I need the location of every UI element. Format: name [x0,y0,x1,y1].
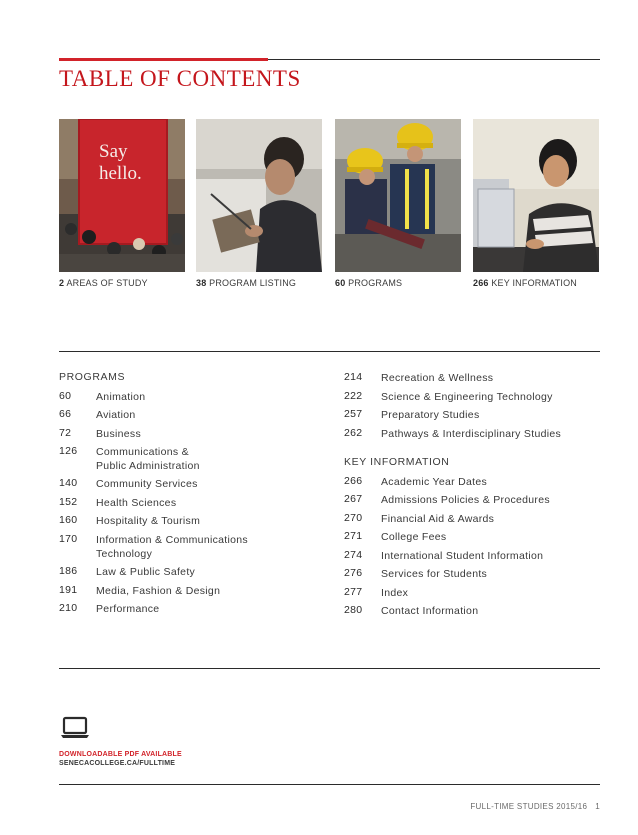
toc-page-number: 191 [59,584,78,596]
toc-page-number: 72 [59,427,72,439]
toc-label: Media, Fashion & Design [96,585,221,597]
caption-page-number: 2 [59,278,65,288]
section-heading-programs: PROGRAMS [59,371,126,383]
toc-page-number: 274 [344,549,363,561]
photo-key-information [473,119,599,272]
laptop-icon [60,716,90,740]
banner-text-line1: Say [99,141,128,162]
toc-label: College Fees [381,531,447,543]
caption-page-number: 60 [335,278,346,288]
banner-text-line2: hello. [99,163,142,184]
toc-label: Aviation [96,409,136,421]
title-accent-bar [59,58,268,61]
toc-page-number: 270 [344,512,363,524]
toc-label: Community Services [96,478,198,490]
toc-label: Information & Communications [96,534,248,546]
toc-page-number: 160 [59,514,78,526]
contents-bottom-rule [59,668,600,669]
toc-label: Science & Engineering Technology [381,391,553,403]
toc-label: Admissions Policies & Procedures [381,494,550,506]
toc-page-number: 277 [344,586,363,598]
photo-programs-image [335,119,461,272]
caption-page-number: 38 [196,278,207,288]
toc-page-number: 152 [59,496,78,508]
caption-label: KEY INFORMATION [491,278,578,288]
toc-page-number: 60 [59,390,72,402]
page-footer [470,802,600,811]
photo-areas-of-study [59,119,185,272]
photo-key-information-image [473,119,599,272]
download-pdf-label: DOWNLOADABLE PDF AVAILABLE [59,751,182,758]
photo-program-listing [196,119,322,272]
toc-page-number: 267 [344,493,363,505]
toc-page-number: 222 [344,390,363,402]
toc-label: Pathways & Interdisciplinary Studies [381,428,562,440]
toc-label: Academic Year Dates [381,476,488,488]
caption-label: PROGRAM LISTING [209,278,297,288]
footer-publication: FULL-TIME STUDIES 2015/16 [470,802,588,811]
footer-page-number: 1 [595,802,600,811]
caption-label: PROGRAMS [348,278,403,288]
photo-program-listing-image [196,119,322,272]
caption-page-number: 266 [473,278,489,288]
toc-page-number: 280 [344,604,363,616]
toc-page-number: 276 [344,567,363,579]
section-heading-key-information: KEY INFORMATION [344,456,450,468]
toc-page-number: 266 [344,475,363,487]
toc-label: Contact Information [381,605,479,617]
toc-page-number: 271 [344,530,363,542]
caption-label: AREAS OF STUDY [66,278,148,288]
caption-programs [335,278,402,288]
toc-label: Health Sciences [96,497,177,509]
toc-label: Recreation & Wellness [381,372,494,384]
toc-page-number: 126 [59,445,78,457]
toc-label: Financial Aid & Awards [381,513,495,525]
caption-program-listing [196,278,296,288]
toc-label: Communications & [96,446,189,458]
toc-label: Preparatory Studies [381,409,480,421]
toc-page-number: 210 [59,602,78,614]
caption-key-information [473,278,577,288]
toc-label: Animation [96,391,146,403]
toc-page-number: 66 [59,408,72,420]
toc-label: Performance [96,603,160,615]
toc-page-number: 170 [59,533,78,545]
toc-page-number: 140 [59,477,78,489]
contents-top-rule [59,351,600,352]
caption-areas-of-study [59,278,148,288]
toc-label: Services for Students [381,568,488,580]
toc-page-number: 186 [59,565,78,577]
toc-label-continued: Public Administration [96,460,200,472]
toc-label: Hospitality & Tourism [96,515,201,527]
toc-label-continued: Technology [96,548,153,560]
toc-page-number: 214 [344,371,363,383]
toc-page-number: 257 [344,408,363,420]
toc-label: Index [381,587,409,599]
download-url-link[interactable]: SENECACOLLEGE.CA/FULLTIME [59,760,176,767]
page-title: TABLE OF CONTENTS [59,66,301,91]
toc-label: International Student Information [381,550,544,562]
toc-page-number: 262 [344,427,363,439]
toc-label: Business [96,428,142,440]
footer-rule [59,784,600,785]
toc-label: Law & Public Safety [96,566,196,578]
photo-programs [335,119,461,272]
top-rule [268,59,600,60]
